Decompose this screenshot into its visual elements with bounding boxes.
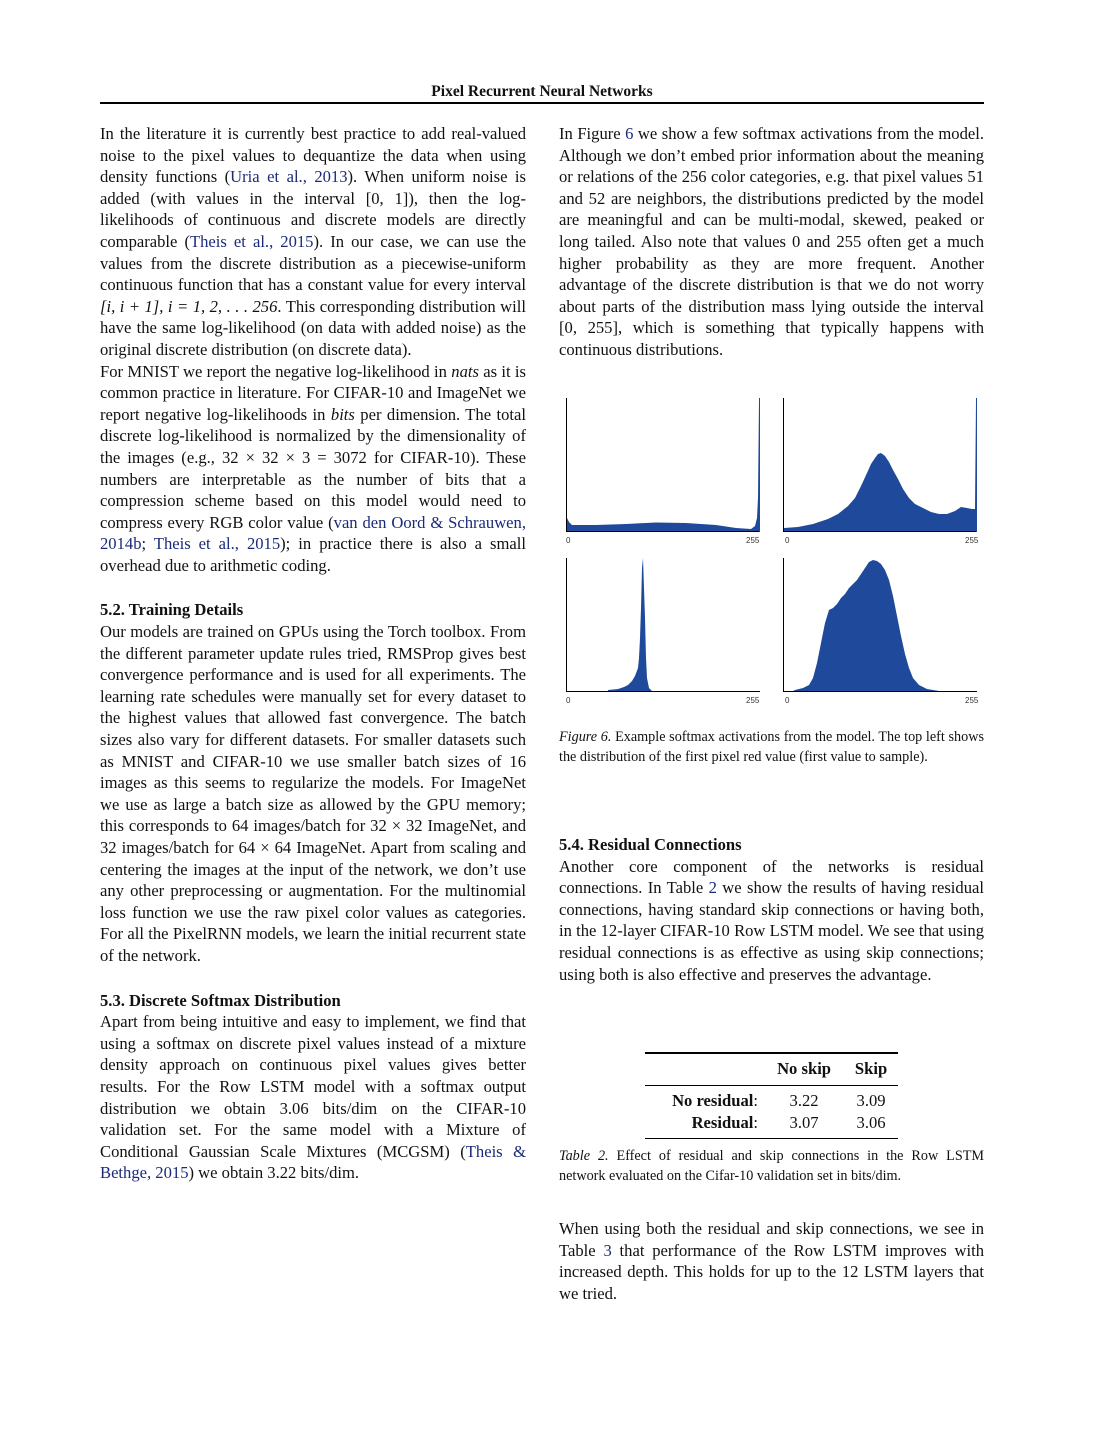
right-column-residual <box>559 834 984 985</box>
section-heading-training-details: 5.2. Training Details <box>100 600 244 620</box>
histogram-top-right <box>783 398 978 532</box>
row-label-text: No residual <box>672 1091 754 1110</box>
math-64x64: 64 × 64 <box>238 838 292 857</box>
table-2 <box>645 1052 898 1139</box>
text: ImageNet, and 32 images/batch for <box>100 816 526 857</box>
text: Another core component of the networks is residual connections. In Table <box>559 856 984 898</box>
paragraph-discrete-softmax <box>100 1011 526 1184</box>
paragraph-residual-connections <box>559 856 984 986</box>
figure-6-caption <box>559 727 984 767</box>
x-tick-min: 0 <box>566 536 571 545</box>
emph-bits: bits <box>330 404 355 424</box>
histogram-bottom-left <box>566 558 761 692</box>
x-tick-min: 0 <box>785 536 790 545</box>
text: In Figure <box>559 124 626 143</box>
histogram-top-left <box>566 398 761 532</box>
column-header-no-skip: No skip <box>777 1059 832 1078</box>
column-header-skip: Skip <box>854 1059 888 1078</box>
text: ). In our case, we can use the values from the discrete distribution as a piecewise-uniform continuous function that has a constant value for every interval <box>100 231 527 295</box>
table-ref-3[interactable]: 3 <box>603 1240 612 1260</box>
column-header <box>645 1053 764 1086</box>
citation-theis-2015[interactable]: Theis et al., 2015 <box>153 534 281 554</box>
citation-theis-bethge-2015[interactable]: Theis & Bethge, 2015 <box>100 1141 527 1183</box>
table-ref-2[interactable]: 2 <box>708 878 717 898</box>
text: for CIFAR-10). These numbers are interpretable as the number of bits that a compression scheme based on this model would need to compress every RGB color value ( <box>100 447 526 532</box>
x-tick-max: 255 <box>746 536 760 545</box>
text: ) we obtain 3.22 bits/dim. <box>188 1163 360 1183</box>
text: that performance of the Row LSTM improves with increased depth. This holds for up to the 12 LSTM layers that we tried. <box>559 1240 984 1303</box>
cell-value: 3.07 <box>789 1113 819 1132</box>
figure-label: Figure 6. <box>559 729 612 745</box>
text: For MNIST we report the negative log-likelihood in <box>100 361 452 381</box>
paragraph-depth <box>559 1218 984 1304</box>
cell-value: 3.09 <box>856 1091 886 1110</box>
x-tick-min: 0 <box>785 696 790 705</box>
text: as it is common practice in literature. For CIFAR-10 and ImageNet we report negative log-likelihoods in <box>100 361 526 424</box>
x-tick-max: 255 <box>746 696 760 705</box>
section-heading-discrete-softmax: 5.3. Discrete Softmax Distribution <box>100 990 341 1010</box>
citation-uria-2013[interactable]: Uria et al., 2013 <box>230 167 348 187</box>
text: . This corresponding distribution will have the same log-likelihood (on data with added noise) as the original discrete distribution (on discrete data). <box>100 296 526 359</box>
math-interval: [i, i + 1], i = 1, 2, . . . 256 <box>100 296 278 316</box>
citation-theis-2015[interactable]: Theis et al., 2015 <box>189 231 314 251</box>
paragraph-training-details <box>100 621 526 967</box>
table-2-caption <box>559 1146 984 1186</box>
text: ; <box>141 534 154 554</box>
table-header-row <box>645 1053 898 1086</box>
cell-value: 3.22 <box>789 1091 819 1110</box>
math-dimensionality: 32 × 32 × 3 = 3072 <box>221 447 367 467</box>
table-row <box>645 1086 898 1113</box>
math-32x32: 32 × 32 <box>370 816 423 836</box>
text: per dimension. The total discrete log-likelihood is normalized by the dimensionality of the images (e.g., <box>100 404 527 467</box>
text: Our models are trained on GPUs using the Torch toolbox. From the different parameter update rules tried, RMSProp gives best convergence performance and is used for all experiments. The learning rate schedules were manually set for every dataset to the highest values that allowed fast convergence. The batch sizes also vary for different datasets. For smaller datasets such as MNIST and CIFAR-10 we use smaller batch sizes of 16 images as this seems to regularize the models. For ImageNet we use as large a batch size as allowed by the GPU memory; this corresponds to 64 images/batch for <box>100 622 526 836</box>
header-rule <box>100 102 984 104</box>
text: ImageNet. Apart from scaling and centering the images at the input of the network, we don’t use any other preprocessing or augmentation. For the multinomial loss function we use the raw pixel color values as categories. For all the PixelRNN models, we learn the initial recurrent state of the network. <box>100 838 526 965</box>
paragraph-dequantization <box>100 123 526 361</box>
x-tick-max: 255 <box>965 696 979 705</box>
caption-text: Effect of residual and skip connections in the Row LSTM network evaluated on the Cifar-10 validation set in bits/dim. <box>559 1148 984 1184</box>
x-tick-max: 255 <box>965 536 979 545</box>
x-tick-min: 0 <box>566 696 571 705</box>
text: we show a few softmax activations from the model. Although we don’t embed prior information about the meaning or relations of the 256 color categories, e.g. that pixel values 51 and 52 are neighbors, the distributions predicted by the model are meaningful and can be multi-modal, skewed, peaked or long tailed. Also note that values 0 and 255 often get a much higher probability as they are more frequent. Another advantage of the discrete distribution is that we do not worry about parts of the distribution mass lying outside the interval [0, 255], which is something that typically happens with continuous distributions. <box>559 124 984 359</box>
text: In the literature it is currently best practice to add real-valued noise to the pixel values to dequantize the data when using density functions ( <box>100 124 526 187</box>
text: ); in practice there is also a small overhead due to arithmetic coding. <box>100 534 526 575</box>
caption-text: Example softmax activations from the model. The top left shows the distribution of the first pixel red value (first value to sample). <box>559 729 984 765</box>
cell-value: 3.06 <box>856 1113 886 1132</box>
histogram-bottom-right <box>783 558 978 692</box>
running-title: Pixel Recurrent Neural Networks <box>431 83 653 100</box>
text: ). When uniform noise is added (with values in the interval [0, 1]), then the log-likelihoods of continuous and discrete models are directly comparable ( <box>100 167 526 251</box>
paragraph-softmax-activations <box>559 123 984 361</box>
table-row <box>645 1112 898 1139</box>
text: we show the results of having residual connections, having standard skip connections or having both, in the 12-layer CIFAR-10 Row LSTM model. We see that using residual connections is as effective as using skip connections; using both is also effective and preserves the advantage. <box>559 878 984 984</box>
row-label: No residual: <box>672 1091 758 1110</box>
right-column-bottom <box>559 1218 984 1304</box>
left-column <box>100 123 526 1184</box>
citation-van-den-oord-2014b[interactable]: van den Oord & Schrauwen, 2014b <box>100 512 526 554</box>
emph-nats: nats <box>451 361 479 381</box>
section-heading-residual-connections: 5.4. Residual Connections <box>559 835 742 854</box>
text: When using both the residual and skip connections, we see in Table <box>559 1219 984 1260</box>
table-label: Table 2. <box>559 1148 609 1164</box>
paragraph-nll-units <box>100 361 526 577</box>
figure-ref-6[interactable]: 6 <box>625 124 634 143</box>
row-label: Residual: <box>691 1113 758 1132</box>
right-column-top <box>559 123 984 361</box>
row-label-text: Residual <box>691 1113 754 1132</box>
figure-6-histograms <box>559 390 984 710</box>
text: Apart from being intuitive and easy to implement, we find that using a softmax on discrete pixel values instead of a mixture density approach on continuous pixel values gives better results. For the Row LSTM model with a softmax output distribution we obtain 3.06 bits/dim on the CIFAR-10 validation set. For the same model with a Mixture of Conditional Gaussian Scale Mixtures (MCGSM) ( <box>100 1012 526 1161</box>
